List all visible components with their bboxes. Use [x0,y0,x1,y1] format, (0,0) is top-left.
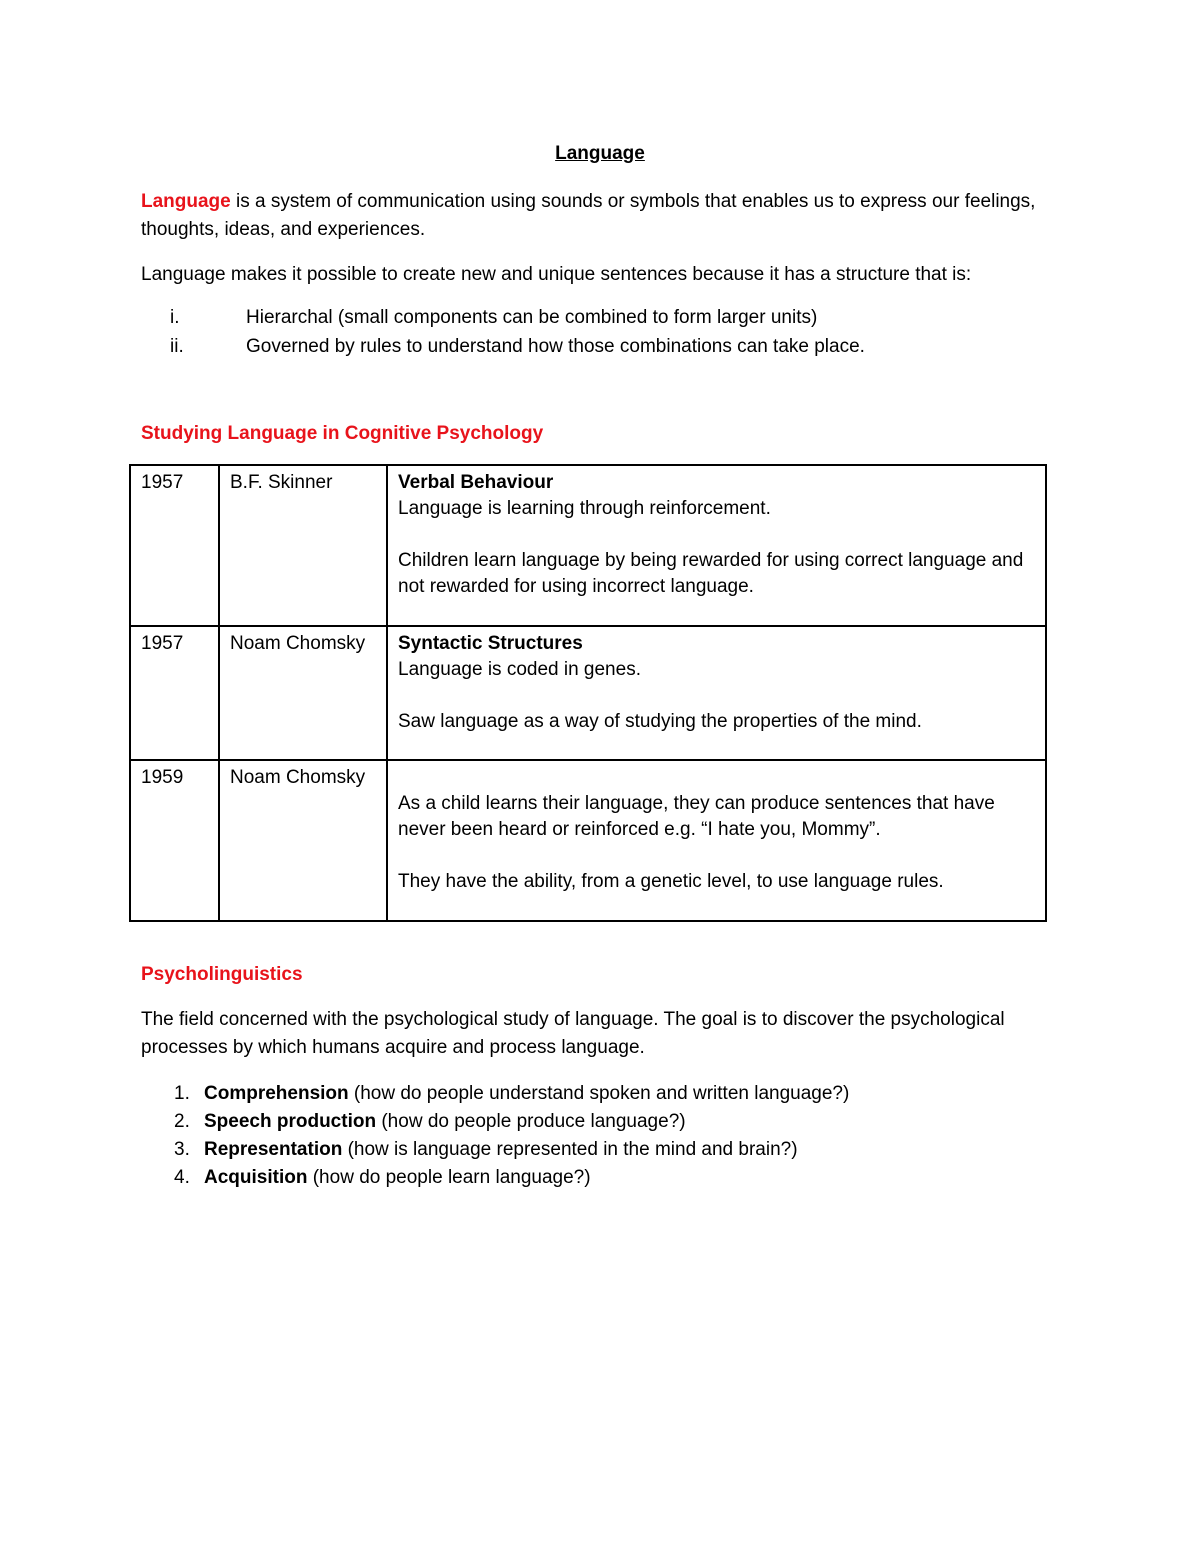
list-number: 1. [174,1083,190,1104]
list-number: 3. [174,1139,190,1160]
list-item [141,1164,849,1192]
structure-item-text: Hierarchal (small components can be combined to form larger units) [246,307,818,328]
table-row [130,626,1046,760]
process-detail: (how do people produce language?) [376,1111,686,1132]
process-detail: (how is language represented in the mind and brain?) [342,1139,798,1160]
list-number: 2. [174,1111,190,1132]
process-detail: (how do people learn language?) [307,1167,591,1188]
list-item [141,1136,849,1164]
year-cell: 1959 [130,760,219,921]
description-line: Saw language as a way of studying the properties of the mind. [398,711,922,732]
year-cell: 1957 [130,465,219,626]
description-cell [387,626,1046,760]
year-cell: 1957 [130,626,219,760]
process-detail: (how do people understand spoken and written language?) [348,1083,850,1104]
intro-paragraph [141,188,1071,244]
list-number: 4. [174,1167,190,1188]
page-title: Language [555,143,645,164]
psycholinguistics-heading: Psycholinguistics [141,964,303,985]
structure-item-text: Governed by rules to understand how those combinations can take place. [246,336,865,357]
list-item [141,1080,849,1108]
structure-item-num: i. [170,307,180,328]
description-line: Language is coded in genes. [398,659,641,680]
table-row [130,760,1046,921]
work-title: Syntactic Structures [398,633,583,654]
list-item [141,1108,849,1136]
psycholinguistics-description: The field concerned with the psychological study of language. The goal is to discover the psychological processes by which humans acquire and process language. [141,1009,1005,1058]
process-term: Representation [204,1139,343,1160]
work-title [398,765,1035,791]
table-row [130,465,1046,626]
structure-item-num: ii. [170,336,184,357]
structure-sentence: Language makes it possible to create new and unique sentences because it has a structure that is: [141,264,972,285]
studying-heading: Studying Language in Cognitive Psychology [141,423,544,444]
person-cell: Noam Chomsky [219,760,387,921]
description-line: Children learn language by being rewarded for using correct language and not rewarded for using incorrect language. [398,550,1024,597]
intro-definition: is a system of communication using sounds or symbols that enables us to express our feelings, thoughts, ideas, and experiences. [141,191,1036,240]
timeline-table [129,464,1047,922]
description-cell [387,465,1046,626]
description-line: Language is learning through reinforcement. [398,498,771,519]
process-term: Speech production [204,1111,377,1132]
intro-term: Language [141,191,231,212]
description-line: As a child learns their language, they can produce sentences that have never been heard or reinforced e.g. “I hate you, Mommy”. [398,793,995,840]
description-cell [387,760,1046,921]
process-list [141,1080,849,1192]
person-cell: Noam Chomsky [219,626,387,760]
work-title: Verbal Behaviour [398,472,554,493]
process-term: Comprehension [204,1083,349,1104]
person-cell: B.F. Skinner [219,465,387,626]
description-line: They have the ability, from a genetic level, to use language rules. [398,871,944,892]
process-term: Acquisition [204,1167,308,1188]
